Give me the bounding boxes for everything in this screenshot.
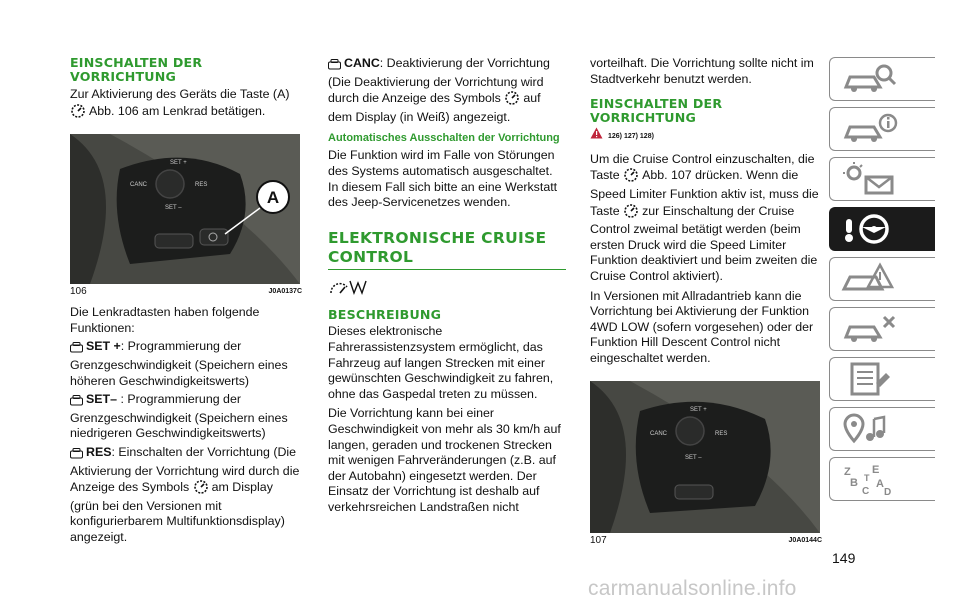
item-label: CANC	[344, 56, 380, 70]
column-2	[328, 56, 566, 518]
chapter-tab-3[interactable]	[829, 157, 935, 201]
svg-text:Z: Z	[844, 466, 851, 478]
speed-limiter-icon	[193, 479, 209, 499]
wheel-label-res: RES	[715, 430, 728, 437]
continuation-text: vorteilhaft. Die Vorrichtung sollte nicht im Stadtverkehr benutzt werden.	[590, 56, 814, 86]
buttons-intro: Die Lenkradtasten haben folgende Funktionen:	[70, 305, 260, 335]
wheel-label-set: SET +	[170, 160, 187, 167]
item-text: : Programmierung der Grenzgeschwindigkeit (Speichern eines höheren Geschwindigkeitswerts)	[70, 339, 288, 388]
figure-code: J0A0144C	[788, 536, 822, 544]
item-text: : Deaktivierung der Vorrichtung (Die Deaktivierung der Vorrichtung wird durch die Anzeige des Symbols	[328, 56, 550, 106]
section-heading-einschalten-2: EINSCHALTEN DER VORRICHTUNG	[590, 96, 723, 126]
speed-limiter-icon	[623, 203, 639, 223]
figure-number: 106	[70, 286, 87, 298]
alphabet-index-icon	[840, 461, 900, 497]
chapter-tab-7[interactable]	[829, 357, 935, 401]
car-repair-icon	[840, 311, 900, 347]
figure-number: 107	[590, 534, 607, 546]
activation-b: Abb. 107 drücken. Wenn die Speed Limiter Funktion aktiv ist, muss die Taste	[590, 168, 819, 218]
description-heading: BESCHREIBUNG	[328, 307, 442, 323]
description-p1: Dieses elektronische Fahrerassistenzsystem ermöglicht, das Fahrzeug auf langen Strecken mit einer gewünschten Geschwindigkeit zu fahren, ohne das Gaspedal treten zu müssen.	[328, 324, 554, 401]
page-number: 149	[832, 550, 856, 566]
chapter-tab-4-active[interactable]	[829, 207, 935, 251]
hand-icon	[70, 342, 83, 358]
speed-limiter-icon	[70, 103, 86, 123]
chapter-tab-8[interactable]	[829, 407, 935, 451]
steering-wheel-image	[590, 381, 820, 533]
chapter-tab-1[interactable]	[829, 57, 935, 101]
figure-107	[590, 381, 820, 533]
figure-106-caption	[70, 286, 302, 298]
svg-text:D: D	[884, 487, 892, 497]
warning-ref-numbers: 126) 127) 128)	[608, 132, 654, 140]
item-text-after: auf dem Display (in Weiß) angezeigt.	[328, 91, 541, 124]
chapter-tab-5[interactable]	[829, 257, 935, 301]
steering-key-icon	[840, 211, 900, 247]
activation-a: Um die Cruise Control einzuschalten, die Taste	[590, 151, 815, 183]
item-label: RES	[86, 444, 112, 459]
warning-refs	[590, 127, 822, 146]
light-envelope-icon	[840, 161, 900, 197]
chapter-sidebar	[829, 57, 935, 507]
chapter-tab-9[interactable]	[829, 457, 935, 501]
auto-off-heading: Automatisches Ausschalten der Vorrichtung	[328, 132, 560, 145]
intro-text-b: Abb. 106 am Lenkrad betätigen.	[89, 103, 266, 118]
speed-limiter-icon	[623, 167, 639, 187]
item-set-plus	[70, 339, 302, 389]
svg-text:B: B	[850, 477, 858, 489]
column-3	[590, 56, 822, 547]
item-label: SET +	[86, 339, 121, 354]
item-res	[70, 445, 302, 546]
wheel-label-canc: CANC	[130, 182, 148, 189]
speed-limiter-icon	[504, 90, 520, 110]
item-set-minus	[70, 392, 302, 442]
wheel-label-res: RES	[195, 182, 208, 189]
svg-text:T: T	[864, 473, 870, 483]
car-search-icon	[840, 61, 900, 97]
warning-triangle-icon	[590, 127, 603, 146]
activation-c: zur Einschaltung der Cruise Control zweimal betätigt werden (beim ersten Druck wird die Speed Limiter Funktion deaktiviert und beim zweiten die Cruise Control aktiviert).	[590, 203, 818, 283]
awd-text: In Versionen mit Allradantrieb kann die Vorrichtung bei Aktivierung der Funktion 4WD LOW (sofern vorgesehen) oder der Funktion Hill Descent Control nicht eingeschaltet werden.	[590, 288, 814, 365]
wheel-label-setminus: SET –	[685, 454, 702, 461]
chapter-tab-6[interactable]	[829, 307, 935, 351]
figure-106	[70, 134, 300, 284]
warning-car-icon	[840, 261, 900, 297]
svg-text:C: C	[862, 486, 870, 497]
callout-a: A	[266, 188, 280, 208]
activation-text	[590, 152, 822, 285]
chapter-tab-2[interactable]	[829, 107, 935, 151]
auto-off-text: Die Funktion wird im Falle von Störungen des Systems automatisch ausgeschaltet. In diesem Fall sich bitte an eine Werkstatt des Jeep-Servicenetzes wenden.	[328, 148, 558, 210]
hand-icon	[70, 395, 83, 411]
wheel-label-set: SET +	[690, 406, 707, 413]
intro-text	[70, 87, 302, 122]
description-p2: Die Vorrichtung kann bei einer Geschwindigkeit von mehr als 30 km/h auf langen, geraden und trockenen Strecken mit wenigen Fahrveränderungen (z.B. auf der Autobahn) eingesetzt werden. Der Einsatz der Vorrichtung ist deshalb auf verkehrsreichen Landstraßen nicht	[328, 406, 561, 514]
wheel-label-setminus: SET –	[165, 205, 182, 212]
hand-icon	[70, 448, 83, 464]
watermark: carmanualsonline.info	[588, 577, 797, 600]
item-label: SET–	[86, 392, 117, 407]
section-heading-cruise: ELEKTRONISCHE CRUISE CONTROL	[328, 229, 566, 270]
steering-wheel-image	[70, 134, 300, 284]
car-info-icon	[840, 111, 900, 147]
intro-text-a: Zur Aktivierung des Geräts die Taste (A)	[70, 87, 290, 101]
figure-code: J0A0137C	[268, 288, 302, 296]
item-canc	[328, 56, 566, 125]
column-1	[70, 56, 302, 549]
hand-icon	[328, 59, 341, 75]
map-music-icon	[840, 411, 900, 447]
item-text: : Programmierung der Grenzgeschwindigkeit (Speichern eines niedrigeren Geschwindigkeitswerts)	[70, 392, 288, 441]
cruise-control-icon	[328, 278, 566, 301]
item-text: : Einschalten der Vorrichtung (Die Aktivierung der Vorrichtung wird durch die Anzeige des Symbols	[70, 444, 300, 495]
section-heading-einschalten: EINSCHALTEN DER VORRICHTUNG	[70, 55, 203, 84]
item-text-after: am Display (grün bei den Versionen mit konfigurierbarem Multifunktionsdisplay) angezeigt.	[70, 480, 285, 544]
svg-text:A: A	[876, 478, 884, 490]
svg-text:E: E	[872, 464, 880, 476]
wheel-label-canc: CANC	[650, 430, 668, 437]
figure-107-caption	[590, 535, 822, 547]
checklist-icon	[840, 361, 900, 397]
